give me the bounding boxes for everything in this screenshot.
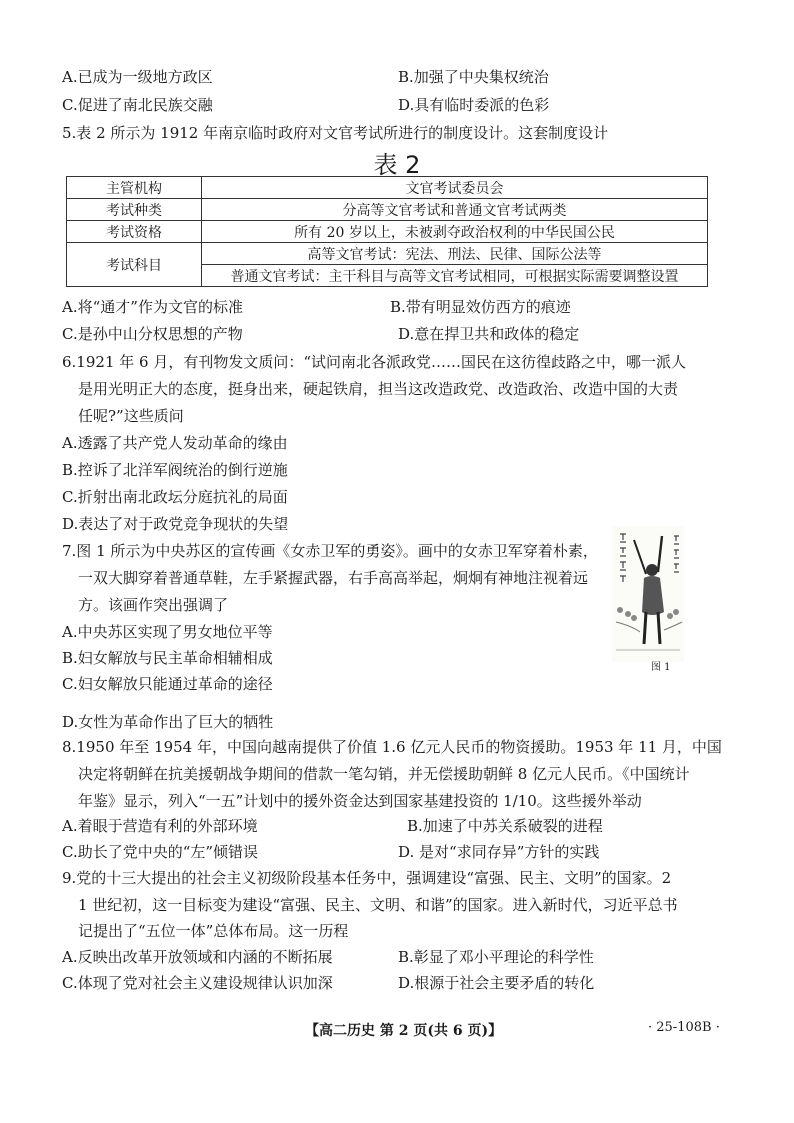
q4-option-c: C.促进了南北民族交融 — [62, 96, 213, 114]
q5-option-d: D.意在捍卫共和政体的稳定 — [398, 325, 580, 343]
paper-code: · 25-108B · — [648, 1020, 720, 1035]
q8-option-c: C.助长了党中央的“左”倾错误 — [62, 843, 259, 861]
q7-option-a: A.中央苏区实现了男女地位平等 — [62, 623, 273, 641]
q8-option-d: D. 是对“求同存异”方针的实践 — [398, 843, 600, 861]
page-footer-label: 【高二历史 第 2 页(共 6 页)】 — [305, 1023, 503, 1039]
q7-stem-line-2: 一双大脚穿着普通草鞋，左手紧握武器，右手高高举起，炯炯有神地注视着远 — [78, 569, 589, 587]
q8-option-b: B.加速了中苏关系破裂的进程 — [407, 817, 603, 835]
q7-option-d: D.女性为革命作出了巨大的牺牲 — [62, 713, 274, 731]
q8-stem-line-2: 决定将朝鲜在抗美援朝战争期间的借款一笔勾销，并无偿援助朝鲜 8 亿元人民币。《中国统计 — [78, 765, 690, 783]
table-cell: 分高等文官考试和普通文官考试两类 — [202, 199, 708, 221]
woman-red-guard-figure — [612, 526, 684, 662]
q5-option-a: A.将“通才”作为文官的标准 — [62, 298, 243, 316]
table-cell: 主管机构 — [67, 177, 202, 199]
table-row — [67, 243, 708, 265]
q5-option-b: B.带有明显效仿西方的痕迹 — [390, 298, 571, 316]
q6-option-c: C.折射出南北政坛分庭抗礼的局面 — [62, 488, 288, 506]
q9-option-b: B.彰显了邓小平理论的科学性 — [398, 948, 594, 966]
q6-option-d: D.表达了对于政党竞争现状的失望 — [62, 515, 289, 533]
q8-option-a: A.着眼于营造有利的外部环境 — [62, 817, 258, 835]
table-row — [67, 221, 708, 243]
q9-option-c: C.体现了党对社会主义建设规律认识加深 — [62, 974, 333, 992]
q6-stem-line-1: 6.1921 年 6 月，有刊物发文质问：“试问南北各派政党……国民在这彷徨歧路之中，哪一派人 — [62, 353, 687, 371]
q7-stem-line-1: 7.图 1 所示为中央苏区的宣传画《女赤卫军的勇姿》。画中的女赤卫军穿着朴素， — [62, 542, 598, 560]
table-caption: 表 2 — [373, 151, 421, 179]
q4-option-d: D.具有临时委派的色彩 — [398, 96, 550, 114]
q4-option-b: B.加强了中央集权统治 — [398, 68, 549, 86]
figure-caption: 图 1 — [651, 662, 671, 673]
q6-stem-line-2: 是用光明正大的态度，挺身出来，硬起铁肩，担当这改造政党、改造政治、改造中国的大责 — [78, 380, 679, 398]
table-cell: 普通文官考试：主干科目与高等文官考试相同，可根据实际需要调整设置 — [202, 265, 708, 287]
q5-option-c: C.是孙中山分权思想的产物 — [62, 325, 243, 343]
exam-system-table — [66, 176, 708, 287]
q9-stem-line-1: 9.党的十三大提出的社会主义初级阶段基本任务中，强调建设“富强、民主、文明”的国家。2 — [62, 869, 672, 887]
q6-stem-line-3: 任呢?”这些质问 — [78, 407, 184, 425]
table-cell: 文官考试委员会 — [202, 177, 708, 199]
q7-option-b: B.妇女解放与民主革命相辅相成 — [62, 649, 273, 667]
table-cell: 高等文官考试：宪法、刑法、民律、国际公法等 — [202, 243, 708, 265]
q9-option-a: A.反映出改革开放领域和内涵的不断拓展 — [62, 948, 333, 966]
q6-option-b: B.控诉了北洋军阀统治的倒行逆施 — [62, 461, 288, 479]
table-cell: 考试种类 — [67, 199, 202, 221]
table-cell: 考试科目 — [67, 243, 202, 287]
q4-option-a: A.已成为一级地方政区 — [62, 68, 213, 86]
q8-stem-line-3: 年鉴》显示，列入“一五”计划中的援外资金达到国家基建投资的 1/10。这些援外举动 — [78, 792, 642, 810]
table-row — [67, 199, 708, 221]
q7-option-c: C.妇女解放只能通过革命的途径 — [62, 675, 273, 693]
q7-stem-line-3: 方。该画作突出强调了 — [78, 596, 229, 614]
table-cell: 所有 20 岁以上，未被剥夺政治权利的中华民国公民 — [202, 221, 708, 243]
table-cell: 考试资格 — [67, 221, 202, 243]
q9-option-d: D.根源于社会主要矛盾的转化 — [398, 974, 595, 992]
table-row — [67, 177, 708, 199]
q5-stem: 5.表 2 所示为 1912 年南京临时政府对文官考试所进行的制度设计。这套制度设计 — [62, 124, 609, 142]
q6-option-a: A.透露了共产党人发动革命的缘由 — [62, 434, 288, 452]
q9-stem-line-3: 记提出了“五位一体”总体布局。这一历程 — [78, 922, 349, 940]
q8-stem-line-1: 8.1950 年至 1954 年，中国向越南提供了价值 1.6 亿元人民币的物资援助。1953 年 11 月，中国 — [62, 738, 722, 756]
q9-stem-line-2: 1 世纪初，这一目标变为建设“富强、民主、文明、和谐”的国家。进入新时代，习近平总书 — [78, 896, 678, 914]
